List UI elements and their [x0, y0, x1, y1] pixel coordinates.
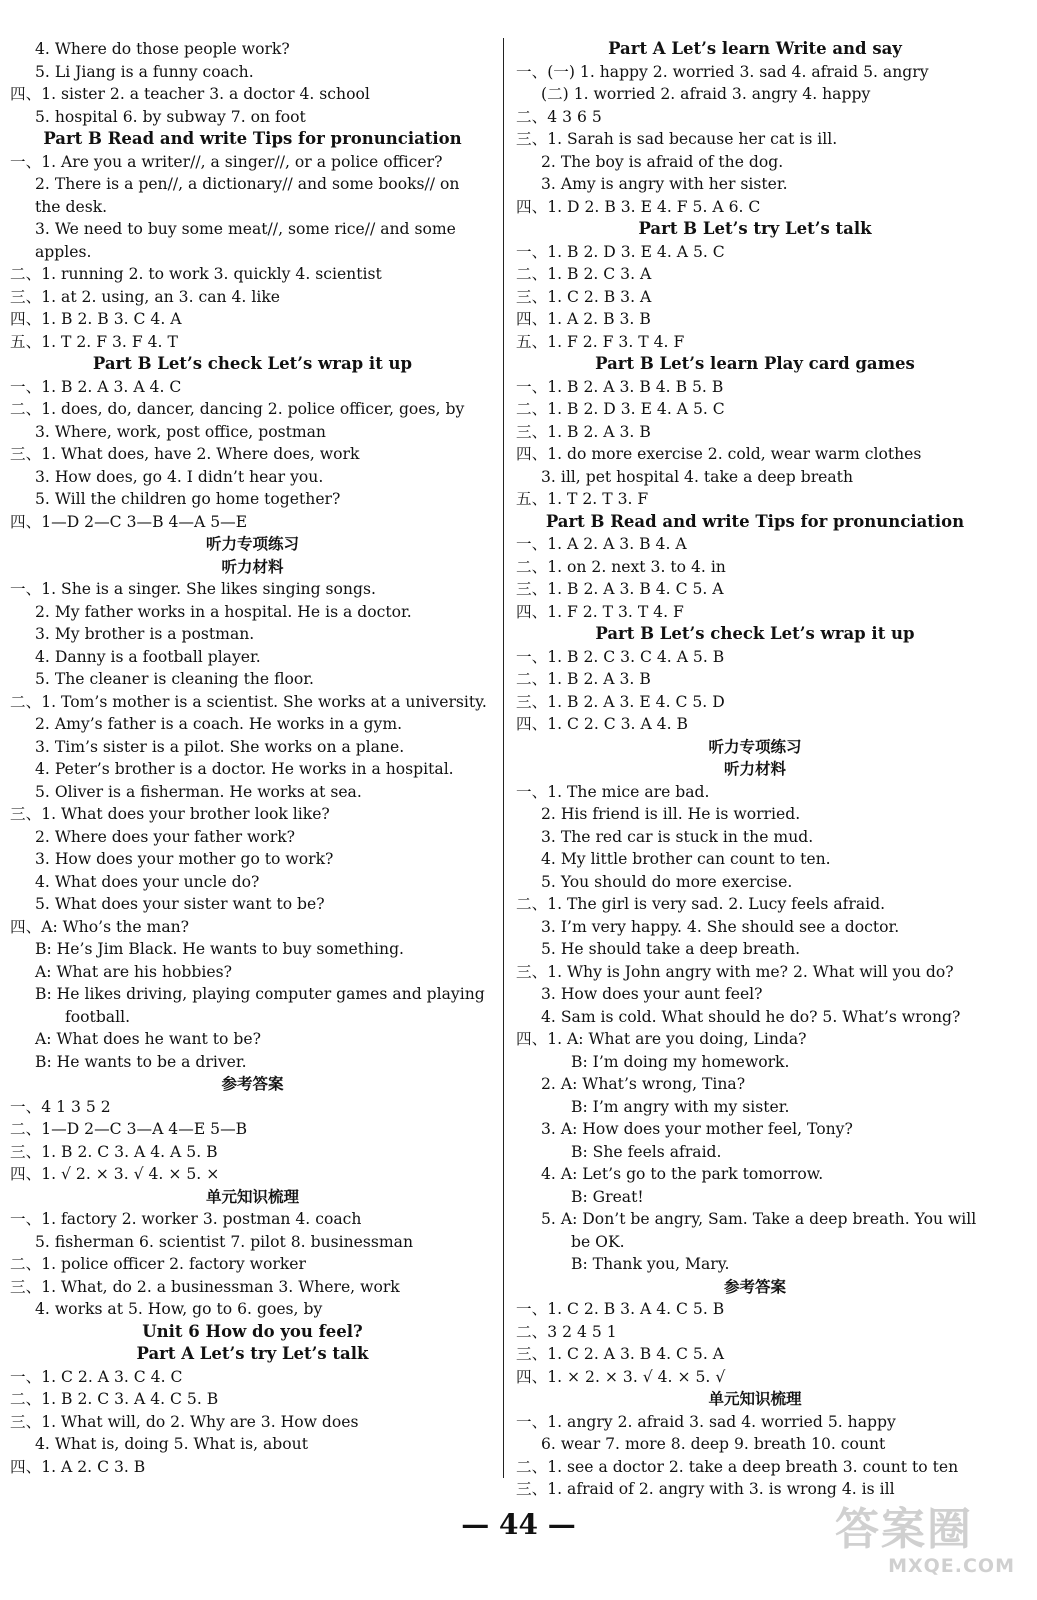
answer-line: 一、(一) 1. happy 2. worried 3. sad 4. afraid 5. angry	[516, 62, 929, 81]
answer-line: B: Thank you, Mary.	[571, 1255, 730, 1273]
answer-line: 五、1. T 2. T 3. F	[516, 490, 649, 508]
answer-line: apples.	[35, 242, 92, 261]
answer-line: 3. I’m very happy. 4. She should see a doctor.	[541, 917, 900, 936]
left-column	[10, 38, 495, 1478]
answer-line: 一、1. A 2. A 3. B 4. A	[516, 535, 687, 553]
section-title-cn: 参考答案	[221, 1075, 284, 1093]
answer-line: 二、1. B 2. C 3. A	[516, 265, 652, 283]
section-heading: Part B Let’s check Let’s wrap it up	[92, 354, 413, 373]
answer-line: 2. The boy is afraid of the dog.	[541, 152, 784, 171]
answer-line: 5. hospital 6. by subway 7. on foot	[35, 107, 306, 126]
answer-line: 三、1. B 2. A 3. B	[516, 422, 651, 441]
answer-line: 二、1. does, do, dancer, dancing 2. police officer, goes, by	[10, 400, 465, 418]
answer-line: 3. Amy is angry with her sister.	[541, 175, 788, 193]
answer-line: 四、1. F 2. T 3. T 4. F	[516, 602, 684, 621]
answer-line: 一、1. angry 2. afraid 3. sad 4. worried 5. happy	[516, 1412, 896, 1431]
answer-line: 3. How does, go 4. I didn’t hear you.	[35, 467, 324, 486]
right-column	[516, 38, 994, 1501]
answer-line: B: I’m angry with my sister.	[571, 1097, 790, 1116]
answer-line: 4. works at 5. How, go to 6. goes, by	[35, 1300, 323, 1318]
answer-line: 四、1. sister 2. a teacher 3. a doctor 4. school	[10, 85, 370, 103]
answer-line: 二、1. police officer 2. factory worker	[10, 1255, 306, 1273]
answer-line: 3. Where, work, post office, postman	[35, 422, 326, 441]
answer-line: 3. Tim’s sister is a pilot. She works on a plane.	[35, 737, 405, 756]
answer-line: 3. How does your mother go to work?	[35, 850, 334, 868]
answer-line: 5. What does your sister want to be?	[35, 895, 325, 913]
answer-line: 三、1. Sarah is sad because her cat is ill.	[516, 130, 838, 148]
answer-line: 三、1. What will, do 2. Why are 3. How does	[10, 1412, 359, 1431]
answer-line: 四、1. C 2. C 3. A 4. B	[516, 715, 688, 733]
answer-line: 一、1. factory 2. worker 3. postman 4. coach	[10, 1210, 362, 1228]
answer-line: be OK.	[571, 1232, 625, 1251]
answer-line: 3. How does your aunt feel?	[541, 985, 763, 1003]
answer-line: 4. What is, doing 5. What is, about	[35, 1435, 308, 1453]
section-heading: Part A Let’s learn Write and say	[608, 39, 902, 58]
answer-line: 一、1. C 2. B 3. A 4. C 5. B	[516, 1300, 725, 1318]
answer-line: 三、1. Why is John angry with me? 2. What will you do?	[516, 962, 954, 981]
answer-line: 2. A: What’s wrong, Tina?	[541, 1075, 746, 1093]
section-heading: Unit 6 How do you feel?	[142, 1321, 363, 1341]
answer-line: 三、1. What does your brother look like?	[10, 805, 330, 823]
answer-line: A: What does he want to be?	[35, 1030, 261, 1048]
answer-line: 三、1. C 2. B 3. A	[516, 287, 652, 306]
answer-line: B: He’s Jim Black. He wants to buy something.	[35, 940, 405, 958]
answer-line: 二、1. The girl is very sad. 2. Lucy feels afraid.	[516, 895, 886, 913]
answer-line: 2. His friend is ill. He is worried.	[541, 805, 801, 823]
section-title-cn: 听力材料	[723, 760, 786, 778]
answer-line: 4. What does your uncle do?	[35, 872, 260, 891]
answer-line: 4. Danny is a football player.	[35, 647, 261, 666]
answer-line: 二、1. see a doctor 2. take a deep breath 3. count to ten	[516, 1457, 959, 1476]
answer-line: 二、1—D 2—C 3—A 4—E 5—B	[10, 1120, 248, 1138]
section-title-cn: 听力专项练习	[205, 535, 299, 553]
answer-line: 4. Where do those people work?	[35, 40, 290, 58]
section-heading: Part B Let’s check Let’s wrap it up	[595, 624, 915, 643]
section-heading: Part B Read and write Tips for pronunciation	[43, 129, 462, 148]
answer-line: 一、1. C 2. A 3. C 4. C	[10, 1367, 183, 1386]
answer-line: 四、1. D 2. B 3. E 4. F 5. A 6. C	[516, 197, 761, 216]
answer-line: 二、1. on 2. next 3. to 4. in	[516, 557, 726, 576]
section-title-cn: 听力专项练习	[708, 737, 802, 756]
page-number: — 44 —	[461, 1508, 576, 1541]
section-heading: Part B Read and write Tips for pronunciation	[545, 511, 965, 531]
answer-line: 一、1. B 2. A 3. B 4. B 5. B	[516, 377, 724, 396]
answer-line: 3. My brother is a postman.	[35, 625, 255, 643]
answer-line: 一、1. The mice are bad.	[516, 782, 710, 801]
section-title-cn: 听力材料	[221, 557, 284, 576]
watermark-logo: 答案圈	[835, 1504, 973, 1555]
answer-line: 一、4 1 3 5 2	[10, 1097, 111, 1116]
answer-line: 二、1. running 2. to work 3. quickly 4. scientist	[10, 265, 382, 283]
answer-line: 五、1. T 2. F 3. F 4. T	[10, 332, 178, 351]
answer-line: B: He wants to be a driver.	[35, 1052, 247, 1071]
answer-line: 4. A: Let’s go to the park tomorrow.	[541, 1165, 824, 1183]
answer-line: 三、1. afraid of 2. angry with 3. is wrong 4. is ill	[516, 1480, 895, 1498]
answer-line: 5. Li Jiang is a funny coach.	[35, 62, 254, 81]
watermark-url: MXQE.COM	[888, 1555, 1015, 1577]
answer-line: 四、1. × 2. × 3. √ 4. × 5. √	[516, 1367, 726, 1386]
section-heading: Part A Let’s try Let’s talk	[136, 1344, 369, 1363]
answer-line: 5. The cleaner is cleaning the floor.	[35, 670, 314, 688]
answer-line: 三、1. C 2. A 3. B 4. C 5. A	[516, 1345, 725, 1363]
answer-line: the desk.	[35, 197, 108, 216]
answer-line: 5. Oliver is a fisherman. He works at sea.	[35, 782, 362, 801]
answer-line: football.	[65, 1007, 131, 1026]
answer-line: 2. Amy’s father is a coach. He works in a gym.	[35, 715, 403, 733]
answer-line: 三、1. What does, have 2. Where does, work	[10, 445, 360, 463]
answer-line: 三、1. at 2. using, an 3. can 4. like	[10, 287, 280, 306]
answer-line: B: I’m doing my homework.	[571, 1052, 790, 1071]
answer-line: 五、1. F 2. F 3. T 4. F	[516, 332, 685, 351]
section-title-cn: 单元知识梳理	[708, 1390, 802, 1408]
answer-line: 二、1. Tom’s mother is a scientist. She works at a university.	[10, 692, 487, 711]
section-title-cn: 参考答案	[723, 1277, 786, 1296]
answer-line: 二、1. B 2. C 3. A 4. C 5. B	[10, 1390, 219, 1408]
answer-line: 一、1. B 2. A 3. A 4. C	[10, 377, 182, 396]
answer-line: 2. My father works in a hospital. He is a doctor.	[35, 602, 412, 621]
answer-line: 一、1. B 2. C 3. C 4. A 5. B	[516, 647, 725, 666]
answer-line: 4. Sam is cold. What should he do? 5. What’s wrong?	[541, 1007, 961, 1026]
column-divider	[503, 38, 504, 1478]
answer-line: 四、1. A 2. C 3. B	[10, 1457, 146, 1476]
answer-line: 三、1. B 2. A 3. B 4. C 5. A	[516, 580, 724, 598]
answer-line: 一、1. She is a singer. She likes singing songs.	[10, 580, 376, 598]
answer-line: 三、1. B 2. A 3. E 4. C 5. D	[516, 692, 725, 711]
answer-line: B: She feels afraid.	[571, 1142, 722, 1161]
answer-line: 二、3 2 4 5 1	[516, 1322, 617, 1341]
answer-line: 2. Where does your father work?	[35, 827, 295, 846]
answer-line: 二、4 3 6 5	[516, 107, 602, 126]
answer-line: 二、1. B 2. A 3. B	[516, 670, 651, 688]
answer-line: (二) 1. worried 2. afraid 3. angry 4. happy	[541, 85, 871, 103]
answer-line: 3. We need to buy some meat//, some rice// and some	[35, 220, 456, 238]
answer-line: A: What are his hobbies?	[35, 962, 232, 981]
answer-line: 四、1—D 2—C 3—B 4—A 5—E	[10, 512, 248, 531]
section-title-cn: 单元知识梳理	[205, 1187, 299, 1206]
answer-line: 四、1. A 2. B 3. B	[516, 310, 651, 328]
section-heading: Part B Let’s learn Play card games	[595, 354, 915, 373]
answer-line: 5. He should take a deep breath.	[541, 940, 801, 958]
answer-line: 5. You should do more exercise.	[541, 872, 793, 891]
section-heading: Part B Let’s try Let’s talk	[638, 219, 872, 238]
answer-line: 一、1. B 2. D 3. E 4. A 5. C	[516, 242, 725, 261]
answer-line: 四、1. A: What are you doing, Linda?	[516, 1030, 807, 1048]
answer-line: 三、1. B 2. C 3. A 4. A 5. B	[10, 1142, 218, 1161]
answer-line: 2. There is a pen//, a dictionary// and some books// on	[35, 175, 460, 193]
answer-line: 四、1. do more exercise 2. cold, wear warm clothes	[516, 445, 922, 463]
answer-line: 5. Will the children go home together?	[35, 490, 341, 508]
answer-line: 四、1. √ 2. × 3. √ 4. × 5. ×	[10, 1165, 220, 1183]
answer-line: 四、1. B 2. B 3. C 4. A	[10, 310, 182, 328]
watermark	[835, 1505, 1015, 1585]
answer-line: 四、A: Who’s the man?	[10, 917, 190, 936]
answer-line: 二、1. B 2. D 3. E 4. A 5. C	[516, 400, 725, 418]
answer-line: 6. wear 7. more 8. deep 9. breath 10. count	[541, 1435, 886, 1453]
answer-line: 3. ill, pet hospital 4. take a deep breath	[541, 467, 853, 486]
answer-line: 一、1. Are you a writer//, a singer//, or a police officer?	[10, 152, 443, 171]
answer-line: 5. fisherman 6. scientist 7. pilot 8. businessman	[35, 1232, 414, 1251]
answer-line: 4. Peter’s brother is a doctor. He works in a hospital.	[35, 760, 454, 778]
answer-line: 4. My little brother can count to ten.	[541, 850, 831, 868]
answer-line: B: He likes driving, playing computer games and playing	[35, 985, 485, 1003]
answer-line: B: Great!	[571, 1187, 644, 1206]
answer-line: 三、1. What, do 2. a businessman 3. Where, work	[10, 1277, 400, 1296]
answer-line: 3. The red car is stuck in the mud.	[541, 827, 814, 846]
answer-line: 3. A: How does your mother feel, Tony?	[541, 1120, 853, 1138]
answer-line: 5. A: Don’t be angry, Sam. Take a deep breath. You will	[541, 1210, 977, 1228]
